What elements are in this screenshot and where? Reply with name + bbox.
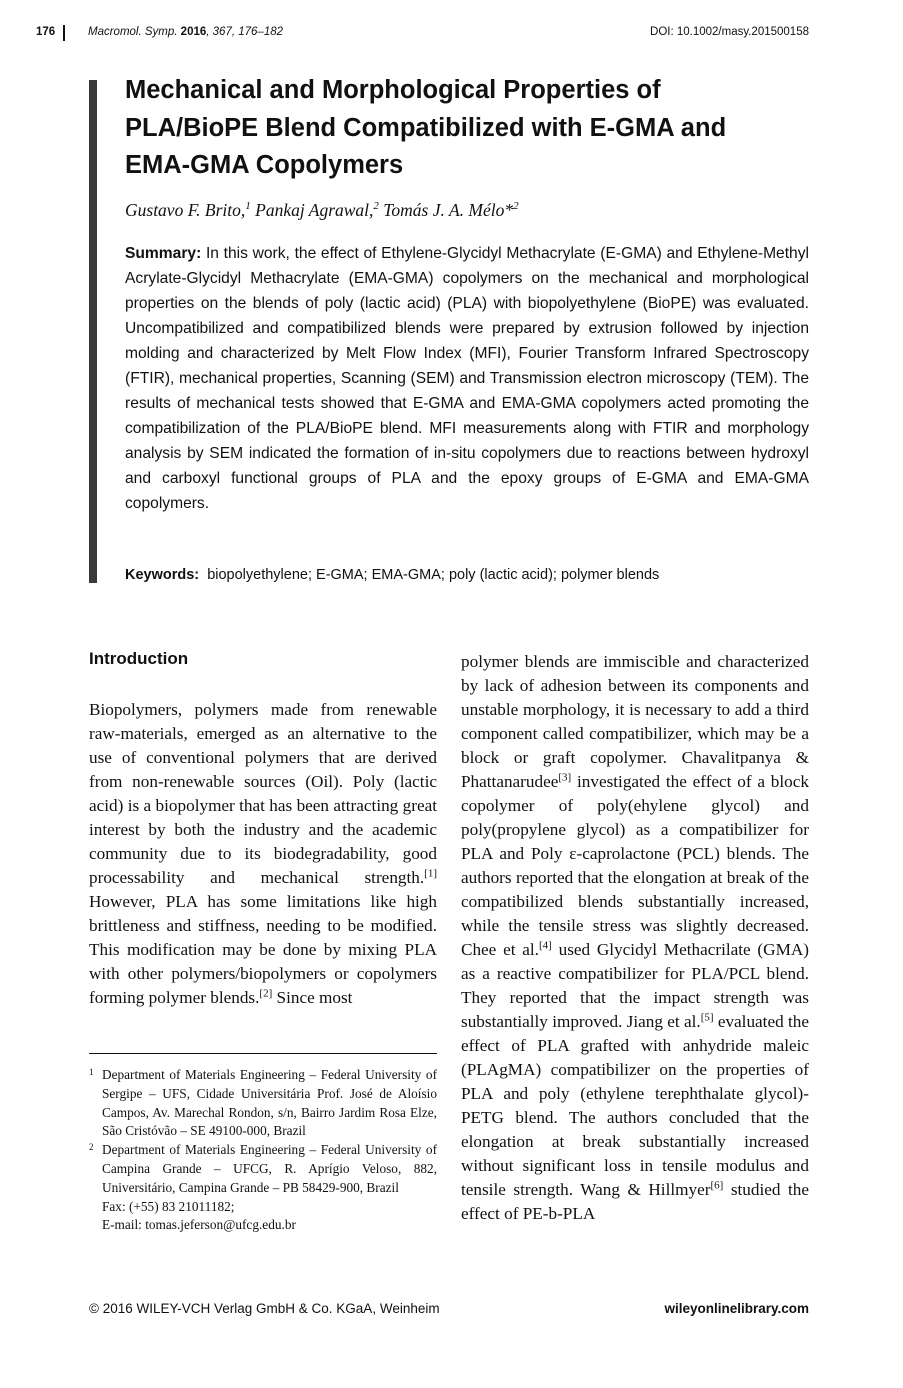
article-title: Mechanical and Morphological Properties of PLA/BioPE Blend Compatibilized with E-GMA and EMA-GMA Copolymers (125, 76, 727, 179)
author-name: Pankaj Agrawal, (255, 200, 374, 220)
journal-name: Macromol. Symp. (88, 26, 178, 38)
abstract-sidebar-rule (89, 80, 97, 583)
citation-ref[interactable]: [2] (259, 987, 273, 1000)
keywords-text: biopolyethylene; E-GMA; EMA-GMA; poly (lactic acid); polymer blends (207, 567, 660, 583)
header-divider (63, 25, 65, 41)
section-heading: Introduction (89, 649, 189, 668)
citation-ref[interactable]: [4] (538, 939, 552, 952)
citation-ref[interactable]: [5] (700, 1011, 714, 1024)
citation-ref[interactable]: [3] (558, 771, 572, 784)
footnote-divider (89, 1053, 437, 1054)
author-affiliation: 2 (513, 200, 519, 213)
footnote (89, 1066, 437, 1141)
publisher-site-link[interactable]: wileyonlinelibrary.com (664, 1301, 809, 1316)
author-affiliation: 1 (245, 200, 251, 213)
abstract (125, 241, 809, 516)
footnote (89, 1141, 437, 1235)
journal-pages: , 367, 176–182 (206, 26, 284, 38)
citation-ref[interactable]: [1] (424, 867, 437, 880)
body-text: Since most (272, 988, 353, 1007)
journal-citation (88, 26, 283, 38)
author-affiliation: 2 (373, 200, 379, 213)
keywords-label: Keywords: (125, 567, 200, 583)
body-text: polymer blends are immiscible and characterized by lack of adhesion between its components and unstable morphology, it is necessary to add a third component called compatibilizer, which may be a block or graft copolymer. Chavalitpanya & Phattanarudee (461, 652, 809, 791)
footnote-number: 2 (89, 1142, 94, 1153)
summary-text: In this work, the effect of Ethylene-Glycidyl Methacrylate (E-GMA) and Ethylene-Methyl Acrylate-Glycidyl Methacrylate (EMA-GMA) copolymers on the mechanical and morphological properties on the blends of poly (lactic acid) (PLA) with biopolyethylene (BioPE) was evaluated. Uncompatibilized and compatibilized blends were prepared by extrusion followed by injection molding and characterized by Melt Flow Index (MFI), Fourier Transform Infrared Spectroscopy (FTIR), mechanical properties, Scanning (SEM) and Transmission electron microscopy (TEM). The results of mechanical tests showed that E-GMA and EMA-GMA copolymers acted promoting the compatibilization of the PLA/BioPE blend. MFI measurements along with FTIR and morphology analysis by SEM indicated the formation of in-situ copolymers due to reactions between hydroxyl and carboxyl functional groups of PLA and the epoxy groups of E-GMA and EMA-GMA copolymers. (125, 245, 809, 512)
copyright-notice: © 2016 WILEY-VCH Verlag GmbH & Co. KGaA, Weinheim (89, 1301, 440, 1316)
running-header (36, 26, 809, 44)
page-number: 176 (36, 26, 56, 38)
footnote-text: Department of Materials Engineering – Federal University of Campina Grande – UFCG, R. Aprígio Veloso, 882, Universitário, Campina Grande – PB 58429-900, Brazil (102, 1142, 437, 1195)
keywords (125, 567, 659, 583)
author-name: Tomás J. A. Mélo* (383, 200, 514, 220)
body-text: However, PLA has some limitations like high brittleness and stiffness, needing to be modified. This modification may be done by mixing PLA with other polymers/biopolymers or copolymers forming polymer blends. (89, 892, 437, 1007)
body-text: used Glycidyl Methacrilate (GMA) as a reactive compatibilizer for PLA/PCL blend. They reported that the impact strength was substantially improved. Jiang et al. (461, 940, 809, 1031)
body-text: evaluated the effect of PLA grafted with anhydride maleic (PLAgMA) compatibilizer on the properties of PLA and poly (ethylene terephthalate glycol)-PETG blend. The authors concluded that the elongation at break substantially increased without significant loss in tensile modulus and tensile strength. Wang & Hillmyer (461, 1012, 809, 1199)
body-column-left (89, 698, 437, 1010)
summary-label: Summary: (125, 245, 202, 262)
doi-link[interactable]: DOI: 10.1002/masy.201500158 (650, 26, 809, 38)
citation-ref[interactable]: [6] (710, 1179, 724, 1192)
footnotes (89, 1066, 437, 1235)
author-list (125, 200, 519, 221)
author-name: Gustavo F. Brito, (125, 200, 246, 220)
body-text: investigated the effect of a block copolymer of poly(ehylene glycol) and poly(propylene glycol) as a compatibilizer for PLA and Poly ε-caprolactone (PCL) blends. The authors reported that the elongation at break of the compatibilized blends substantially increased, while the tensile stress was slightly decreased. Chee et al. (461, 772, 809, 959)
footnote-text: Department of Materials Engineering – Federal University of Sergipe – UFS, Cidade Universitária Prof. José de Aloísio Campos, Av. Marechal Rondon, s/n, Bairro Jardim Rosa Elze, São Cristóvão – SE 49100-000, Brazil (102, 1067, 437, 1139)
body-text: Biopolymers, polymers made from renewable raw-materials, emerged as an alternative to the use of conventional polymers that are derived from non-renewable sources (Oil). Poly (lactic acid) is a biopolymer that has been attracting great interest by both the industry and the academic community due to its biodegradability, good processability and mechanical strength. (89, 700, 437, 887)
body-text: studied the effect of PE-b-PLA (461, 1180, 809, 1223)
fax-number: Fax: (+55) 83 21011182; (102, 1198, 235, 1214)
journal-year: 2016 (180, 26, 207, 38)
footnote-number: 1 (89, 1067, 94, 1077)
email-address[interactable]: E-mail: tomas.jeferson@ufcg.edu.br (102, 1217, 296, 1233)
body-column-right (461, 650, 809, 1226)
